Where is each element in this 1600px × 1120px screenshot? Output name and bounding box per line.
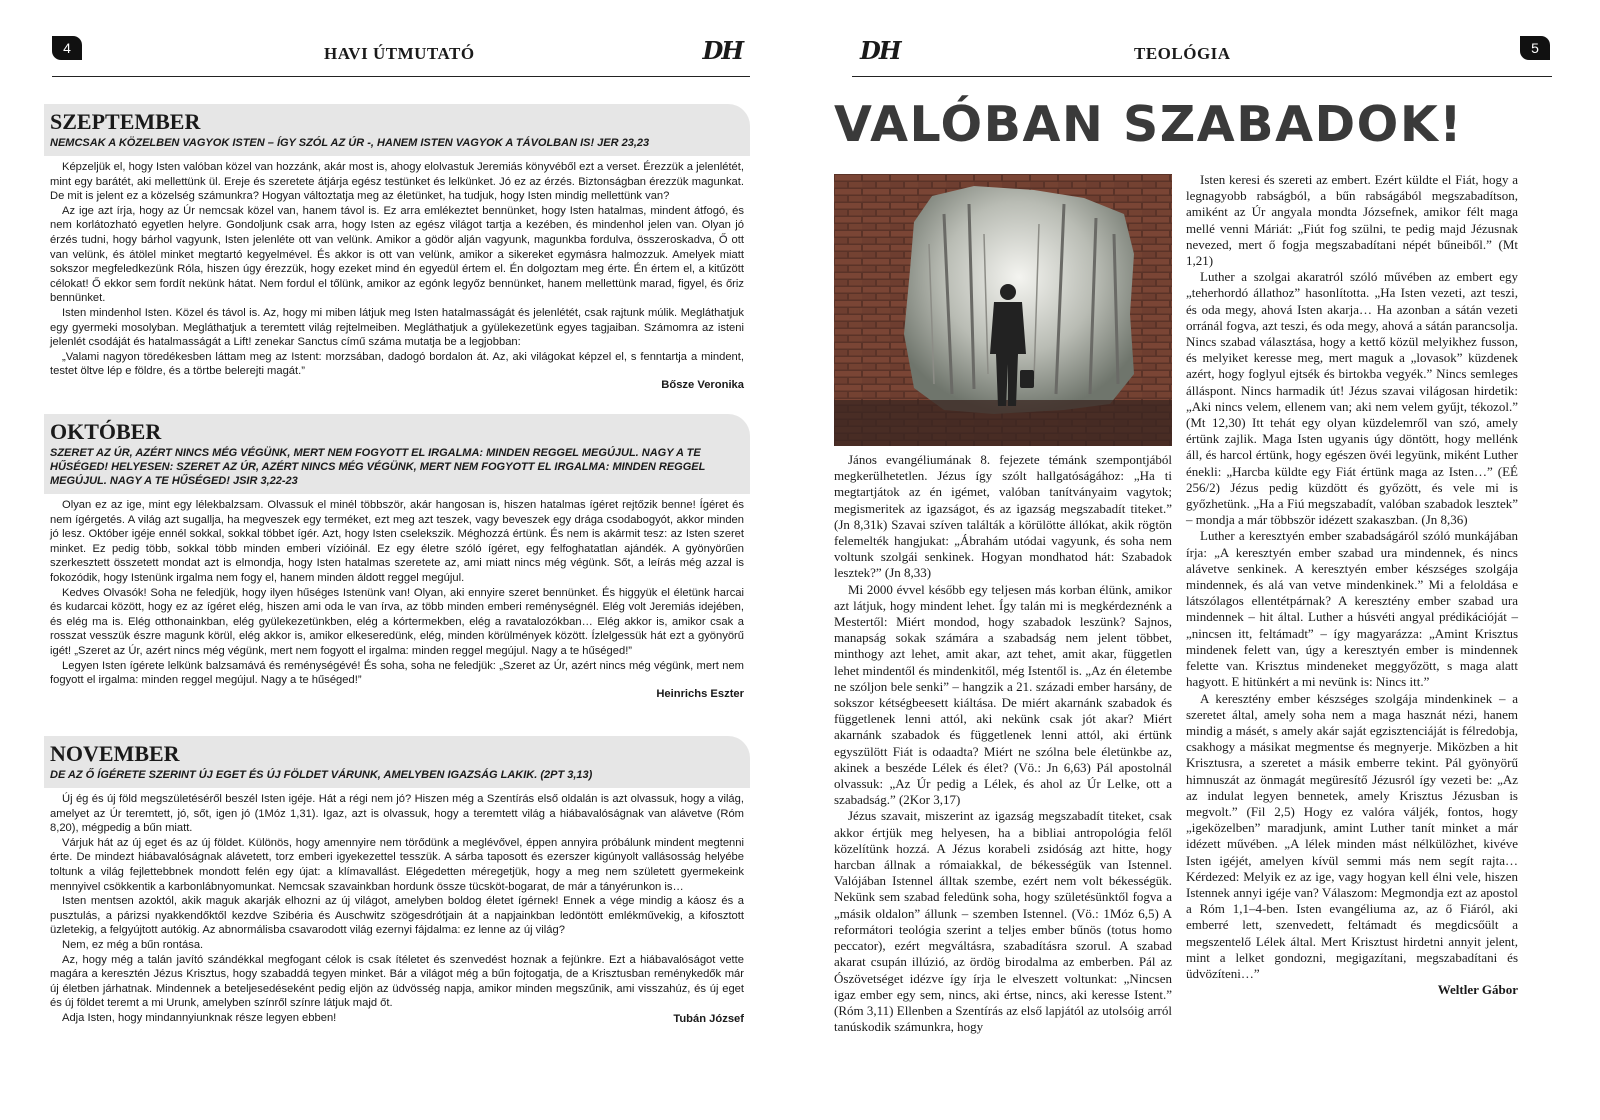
- section-band: [44, 104, 750, 156]
- section-november: [44, 736, 750, 1026]
- page-number: 5: [1520, 36, 1550, 60]
- article-photo: [834, 174, 1172, 446]
- paragraph: Legyen Isten ígérete lelkünk balzsamává és reménységévé! És soha, soha ne feledjük: „Szeret az Úr, azért nincs még végünk, mert nem fogyott el irgalma: minden reggel megújul. Nagy a te hűséged!”: [50, 659, 744, 687]
- paragraph: Kedves Olvasók! Soha ne feledjük, hogy ilyen hűséges Istenünk van! Olyan, aki ennyire szeret bennünket. És higgyük el életünk harcai és kudarcai között, hogy ez az ígéret elég, hiszen ami oda le van írva, az több minden emberi reménységnél. Elég volt Jeremiás idejében, és elég ma is. Elég otthonainkban, elég gyülekezetünkben, elég a kórtermekben, elég a ravatalozókban… Elég akkor is, amikor csak a rosszat vesszük észre magunk körül, elég akkor is, amikor elkeseredünk, elég, minden körülmények között. Ízlelgessük hát ezt a gyönyörű igét! „Szeret az Úr, azért nincs még végünk, mert nem fogyott el irgalma: minden reggel megújul. Nagy a te hűséged!”: [50, 586, 744, 657]
- month-heading: SZEPTEMBER: [50, 109, 201, 134]
- section-october: [44, 414, 750, 701]
- section-header-title: TEOLÓGIA: [1134, 44, 1231, 63]
- paragraph: Isten mindenhol Isten. Közel és távol is. Az, hogy mi miben látjuk meg Isten hatalmasságát és jelenlétét, csak rajtunk múlik. Megláthatjuk egy gyermeki mosolyban. Megláthatjuk a teremtett világ rejtelmeiben. Megláthatjuk a gyülekezetünk egyes tagjaiban. Számomra az isteni jelenlét csodáját és hatalmasságát a Lift! zenekar Sanctus című száma mutatja be a legjobban:: [50, 306, 744, 349]
- paragraph: Új ég és új föld megszületéséről beszél Isten igéje. Hát a régi nem jó? Hiszen még a Szentírás első oldalán is azt olvassuk, hogy a világ, amelyet az Úr teremtett, jó, sőt, igen jó (1Móz 1,31). Igaz, azt is olvassuk, hogy a teremtett világ a hiábavalóságnak van alávetve (Róm 8,20), mégpedig a bűn miatt.: [50, 793, 744, 835]
- article-column-1: [834, 452, 1172, 1035]
- brick-wall-forest-image: [834, 174, 1172, 446]
- article-title: VALÓBAN SZABADOK!: [834, 96, 1464, 153]
- section-body: [44, 788, 750, 1026]
- section-body: [44, 156, 750, 393]
- section-band: [44, 736, 750, 788]
- paragraph: Isten keresi és szereti az embert. Ezért küldte el Fiát, hogy a legnagyobb rabságból, a bűn rabságából megszabadítson, amiként az Úr angyala mondta Józsefnek, amikor félt maga mellé venni Máriát: „Fiút fog szülni, te pedig majd Jézusnak nevezed, mert ő fogja megszabadítani népét bűneiből.” (Mt 1,21): [1186, 172, 1518, 269]
- month-verse: DE AZ Ő ÍGÉRETE SZERINT ÚJ EGET ÉS ÚJ FÖLDET VÁRUNK, AMELYBEN IGAZSÁG LAKIK. (2PT 3,13): [50, 769, 593, 781]
- author-signature: Weltler Gábor: [1437, 982, 1518, 998]
- page-number: 4: [52, 36, 82, 60]
- paragraph: Az ige azt írja, hogy az Úr nemcsak közel van, hanem távol is. Ez arra emlékeztet bennünket, hogy Isten hatalmas, mindent átfogó, és nem korlátozható egyetlen helyre. Gondoljunk csak arra, hogy Isten az egész világot tartja a kezében, és mindenhol jelen van. Olyan jó érzés tudni, hogy bárhol vagyunk, Isten jelenléte ott van velünk. Amikor a gödör alján vagyunk, magunkba fordulva, összeroskadva, Ő ott van velünk, és átölel minket megtartó kegyelmével. És akkor is ott van velünk, amikor a sikereket egymásra halmozzuk. Amelyek miatt sokszor megfeledkezünk Róla, hiszen úgy érezzük, hogy ezeket mind én egyedül értem el. Én dolgoztam meg érte. Én értem el, a kitűzött célokat! Ő ekkor sem fordít nekünk hátat. Nem fordul el tőlünk, amikor az egónk legyőz bennünket, hanem mellettünk marad, figyel, és őriz bennünket.: [50, 204, 744, 305]
- article-column-2: [1186, 172, 1518, 998]
- paragraph: Az, hogy még a talán javító szándékkal megfogant célok is csak ítéletet és szenvedést hoznak a fejünkre. Ezt a hiábavalóságot vette magára a keresztén Jézus Krisztus, hogy szabaddá tegyen minket. Bár a világot még a bűn fojtogatja, de a Krisztusban reménykedők már új életben járhatnak. Mindennek a beteljesedéseként pedig eljön az üdvösség napja, amikor minden megszűnik, ami visszahúz, és új eget és új földet teremt a mi Urunk, amelyben színről színre látjuk majd őt.: [50, 953, 744, 1010]
- paragraph: „Valami nagyon töredékesben láttam meg az Istent: morzsában, dadogó bordalon át. Az, aki világokat képzel el, s fenntartja a mindent, testet öltve lép e földre, és a törtbe belerejti magát.”: [50, 350, 744, 378]
- section-september: [44, 104, 750, 393]
- author-signature: Bősze Veronika: [661, 378, 744, 391]
- section-body: [44, 494, 750, 701]
- month-heading: OKTÓBER: [50, 419, 162, 444]
- right-page-header: [852, 36, 1552, 77]
- paragraph: Luther a szolgai akaratról szóló művében az embert egy „teherhordó állathoz” hasonlította. „Ha Isten vezeti, azt teszi, és oda megy, ahová Isten akarja… Ha azonban a sátán vezeti orránál fogva, azt teszi, és oda megy, ahová a sátán parancsolja. Nincs szabad választása, hogy a kettő közül melyikhez fusson, és melyiket keresse meg, mert maguk a „lovasok” küzdenek azért, hogy foglyul ejtsék és birtokba vegyék.” Nincs semleges álláspont. Nincs harmadik út! Jézus szavai világosan hirdetik: „Aki nincs velem, ellenem van; aki nem velem gyűjt, tékozol.” (Mt 12,30) Itt tehát egy olyan küzdelemről van szó, amely értünk zajlik. Maga Isten ugyanis úgy döntött, hogy mellénk áll, és harcol értünk, hogy egészen övéi legyünk, miként Luther énekli: „Harcba küldte egy Fiát értünk maga az Isten…” (EÉ 256/2) Jézus pedig küzdött és győzött, és vele mi is győzhetünk. „Ha a Fiú megszabadít, valóban szabadok lesztek” – mondja a már többször idézett szakaszban. (Jn 8,36): [1186, 269, 1518, 528]
- paragraph: Isten mentsen azoktól, akik maguk akarják elhozni az új világot, amelyben boldog életet ígérnek! Ennek a vége mindig a káosz és a pusztulás, a párizsi nyakkendőktől kezdve Szibéria és Auschwitz szögesdrótjain át a napjainkban ledöntött emlékművekig, a kifosztott üzletekig, a felgyújtott autókig. Az abnormálisba csavarodott világ ezernyi fájdalma: ez lenne az új világ?: [50, 895, 744, 937]
- magazine-logo: DH: [702, 36, 742, 65]
- paragraph: Várjuk hát az új eget és az új földet. Különös, hogy amennyire nem törődünk a meglévővel, éppen annyira próbálunk mindent megtenni érte. De mindezt hiábavalóságnak alávetett, torz emberi igyekezettel tesszük. A sárba taposott és ezerszer kigúnyolt vallásosság helyébe toltunk a világ fejlettebbnek mondott felén egy újat: a klímavallást. Elégedetten méregetjük, hogy a meg nem született gyermekeink mennyivel csökkentik a karbonlábnyomunkat. Nemcsak szavainkban hordunk össze tücsköt-bogarat, de már a tányérunkon is…: [50, 836, 744, 893]
- magazine-logo: DH: [860, 36, 900, 65]
- month-heading: NOVEMBER: [50, 741, 180, 766]
- paragraph: Adja Isten, hogy mindannyiunknak része legyen ebben!: [62, 1011, 337, 1024]
- paragraph: Képzeljük el, hogy Isten valóban közel van hozzánk, akár most is, ahogy elolvastuk Jeremiás könyvéből ezt a verset. Érezzük a jelenlétét, mint egy barátét, aki mellettünk ül. Ereje és szeretete átjárja egész testünket és lelkünket. Jó ez az érzés. Biztonságban érezzük magunkat. De mit is jelent ez a közelség számunkra? Hogyan változtatja meg az életünket, ha tudjuk, hogy Isten mindig mellettünk van?: [50, 161, 744, 203]
- month-verse: NEMCSAK A KÖZELBEN VAGYOK ISTEN – ÍGY SZÓL AZ ÚR -, HANEM ISTEN VAGYOK A TÁVOLBAN IS! JER 23,23: [50, 137, 650, 149]
- paragraph: Nem, ez még a bűn rontása.: [62, 938, 204, 951]
- paragraph: János evangéliumának 8. fejezete témánk szempontjából megkerülhetetlen. Jézus így szólt hallgatóságához: „Ha ti megtartjátok az én igémet, valóban tanítványaim vagytok; megismeritek az igazságot, és az igazság megszabadít titeket.” (Jn 8,31k) Szavai szíven találták a körülötte állókat, akik rögtön felemelték hangjukat: „Ábrahám utódai vagyunk, és soha nem voltunk szolgái senkinek. Hogyan mondhatod hát: Szabadok lesztek?” (Jn 8,33): [834, 452, 1172, 581]
- paragraph: Jézus szavait, miszerint az igazság megszabadít titeket, csak akkor értjük meg helyesen, ha a bibliai antropológia felől közelítünk hozzá. A Jézus korabeli zsidóság azt hitte, hogy harcban állnak a rómaiakkal, de békességük van Istennel. Valójában Istennel álltak szembe, ezért nem volt békességük. Nekünk sem szabad feledünk soha, hogy születésünktől fogva a „másik oldalon” állunk – szemben Istennel. (Vö.: 1Móz 6,5) A reformátori teológia szerint a teljes ember bűnös (totus homo peccator), ezért megváltásra, szabadításra szorul. A szabad akarat csupán illúzió, az ördög birodalma az emberben. Pál az Ószövetséget idézve így írja le elveszett voltunkat: „Nincsen igaz ember egy sem, nincs, aki értse, nincs, aki keresse Istent.” (Róm 3,11) Ellenben a Szentírás az első lapjától az utolsóig arról tanúskodik számunkra, hogy: [834, 808, 1172, 1035]
- paragraph: Luther a keresztyén ember szabadságáról szóló munkájában írja: „A keresztyén ember szabad ura mindennek, és nincs alávetve senkinek. A keresztyén ember készséges szolgája mindennek, és alá van vetve mindenkinek.” Mi a feloldása e látszólagos ellentétpárnak? A keresztény ember szabad ura mindennek – hit által. Luther a húsvéti angyal prédikációját – „nincsen itt, feltámadt” – így magyarázza: „Amint Krisztus mindenek felett van, úgy a keresztyén ember is mindennek felette van. Krisztus mindeneket meggyőzött, s maga alatt hagyott. E hitünkért a mi nevünk is: Nincs itt.”: [1186, 528, 1518, 690]
- section-header-title: HAVI ÚTMUTATÓ: [324, 44, 475, 63]
- paragraph: A keresztény ember készséges szolgája mindenkinek – a szeretet által, amely soha nem a maga hasznát nézi, hanem mindig a másét, s amely akár saját egzisztenciáját is félredobja, csakhogy a másikat megmentse és megnyerje. Miközben a hit Krisztusra, a szeretet a másik emberre tekint. Pál gyönyörű himnuszát az önmagát megüresítő Jézusról így vezeti be: „Az az indulat legyen bennetek, amely Krisztus Jézusban is megvolt.” (Fil 2,5) Hogy ez valóra váljék, fontos, hogy „igeközelben” maradjunk, amint Luther tanít minket a már idézett művében. „A lélek minden mást nélkülözhet, kivéve Isten igéjét, amelyen kívül semmi más nem segít rajta… Kérdezed: Melyik ez az ige, vagy hogyan kell élni vele, hiszen Istennek annyi igéje van? Válaszom: Megmondja ezt az apostol a Róm 1,1–4-ben. Isten evangéliuma az, az ő Fiáról, aki emberré lett, szenvedett, feltámadt és megdicsőült a megszentelő Lélek által. Mert Krisztust hirdetni annyit jelent, mint a lelket gondozni, megigazítani, megszabadítani és üdvözíteni…”: [1186, 690, 1518, 981]
- right-page: [800, 0, 1600, 1120]
- author-signature: Tubán József: [673, 1012, 744, 1025]
- paragraph: Mi 2000 évvel később egy teljesen más korban élünk, amikor azt látjuk, hogy mindent lehet. Így talán mi is megkérdeznénk a Mestertől: Miért mondod, hogy szabadok leszünk? Sajnos, manapság sokak számára a szabadság nem jelent többet, minthogy azt lehet, amit akar, azt tehet, amit akar, független lehet mindentől és mindenkitől, még Istentől is. „Az én életembe ne szóljon bele senki” – hangzik a 21. századi ember harsány, de sokszor kétségbeesett kiáltása. De miért akarnánk szabadok és függetlenek lenni attól, aki nekünk csak jót akar? Miért akarnánk szabadok és függetlenek lenni attól, aki értünk egyszülött Fiát is odaadta? Miért ne szólna bele életünkbe az, akinek a beszéde Lélek és élet? (Vö.: Jn 6,63) Pál apostolnál olvassuk: „Az Úr pedig a Lélek, és ahol az Úr Lelke, ott a szabadság.” (2Kor 3,17): [834, 581, 1172, 808]
- paragraph: Olyan ez az ige, mint egy lélekbalzsam. Olvassuk el minél többször, akár hangosan is, hiszen hatalmas ígéret rejtőzik benne! Ígéret és nem ígérgetés. A világ azt sugallja, ha megveszek egy terméket, ezt meg azt teszek, vagy beveszek egy drága csodabogyót, akkor minden jó lesz. Október igéje ennél sokkal, sokkal többet ígér. Azt, hogy Isten cselekszik. Méghozzá értünk. És nem is akármit tesz: az Isten szeret minket. Ez pedig több, sokkal több minden emberi vízióinál. Ez egy életre szóló ígéret, egy felfoghatatlan ajándék. A gyönyörűen szerkesztett összetett mondat azt is elmondja, hogy Isten hatalmas szeretete az, ami miatt nincs még végünk. Sőt, a leírás még azzal is fokozódik, hogy Istenünk irgalma nem fogy el, hanem minden áldott reggel megújul.: [50, 499, 744, 584]
- author-signature: Heinrichs Eszter: [656, 687, 744, 700]
- month-verse: SZERET AZ ÚR, AZÉRT NINCS MÉG VÉGÜNK, MERT NEM FOGYOTT EL IRGALMA: MINDEN REGGEL MEGÚJUL. NAGY A TE HŰSÉGED! HELYESEN: SZERET AZ ÚR, AZÉRT NINCS MÉG VÉGÜNK, MERT NEM FOGYOTT EL IRGALMA: MINDEN REGGEL MEGÚJUL. NAGY A TE HŰSÉGED! JSIR 3,22-23: [50, 447, 706, 487]
- left-page-header: [52, 36, 750, 77]
- section-band: [44, 414, 750, 494]
